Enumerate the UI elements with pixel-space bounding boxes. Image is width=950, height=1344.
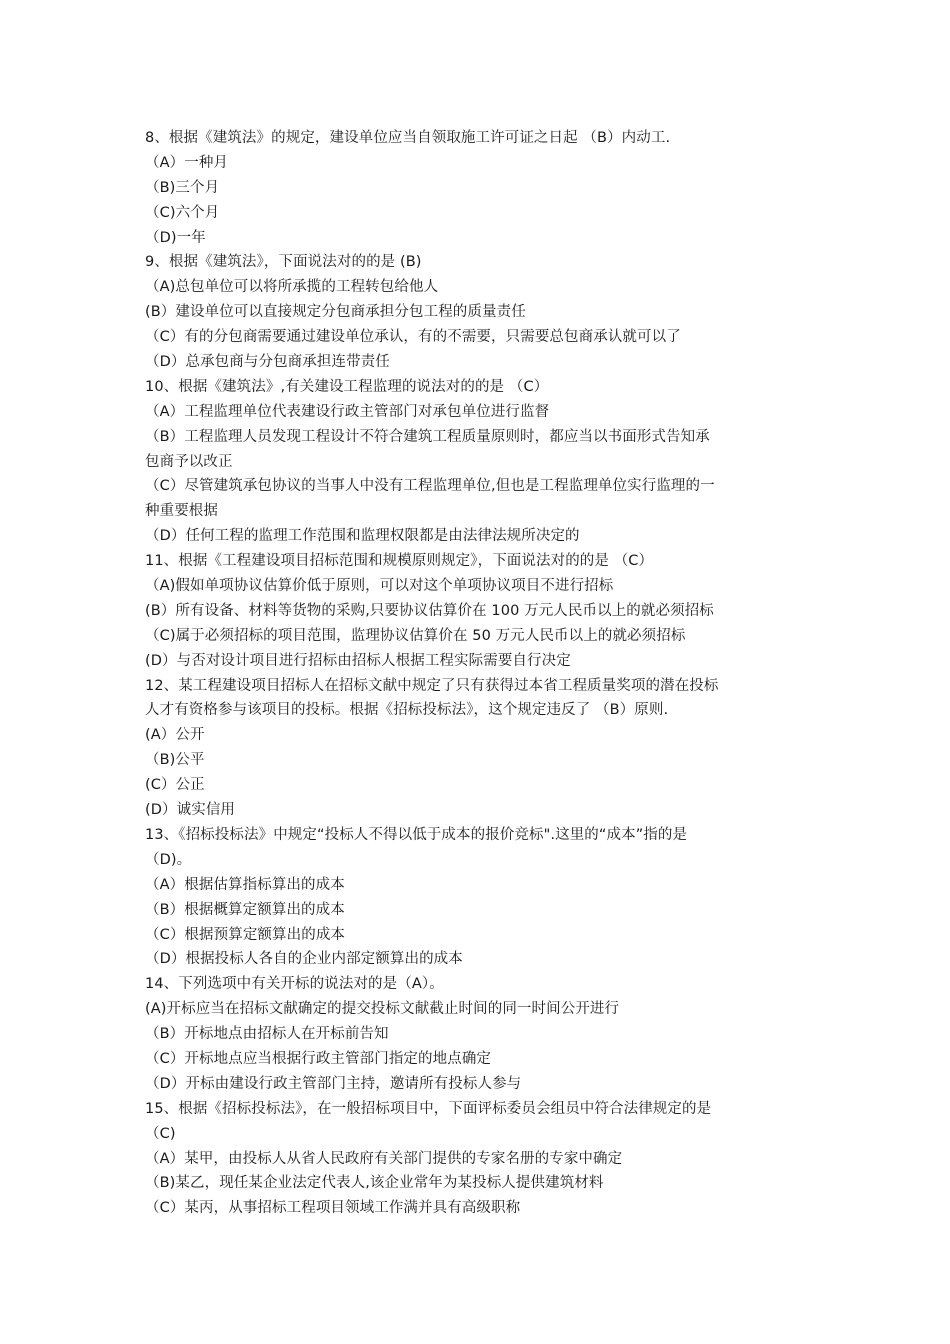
question-14-option-a: (A)开标应当在招标文献确定的提交投标文献截止时间的同一时间公开进行: [145, 1001, 620, 1018]
question-13-option-c: （C）根据预算定额算出的成本: [145, 926, 346, 943]
question-9-option-d: （D）总承包商与分包商承担连带责任: [145, 354, 390, 371]
document-body: [145, 126, 815, 1221]
question-15-option-c: （C）某丙，从事招标工程项目领域工作满并具有高级职称: [145, 1200, 521, 1217]
question-13-stem-cont: （D)。: [145, 851, 192, 868]
question-13-option-a: （A）根据估算指标算出的成本: [145, 876, 345, 893]
question-11-option-b: (B）所有设备、材料等货物的采购,只要协议估算价在 100 万元人民币以上的就必须招标: [145, 602, 714, 619]
question-13-option-d: （D）根据投标人各自的企业内部定额算出的成本: [145, 951, 463, 968]
question-13-stem: 13、《招标投标法》中规定“投标人不得以低于成本的报价竞标".这里的“成本”指的是: [145, 826, 688, 843]
question-12-option-b: （B)公平: [145, 752, 205, 769]
question-14-option-b: （B）开标地点由招标人在开标前告知: [145, 1026, 389, 1043]
question-9-option-a: （A)总包单位可以将所承揽的工程转包给他人: [145, 279, 439, 296]
question-15-option-b: （B)某乙，现任某企业法定代表人,该企业常年为某投标人提供建筑材料: [145, 1175, 604, 1192]
question-11-stem: 11、根据《工程建设项目招标范围和规模原则规定》，下面说法对的的是 （C）: [145, 553, 654, 570]
question-8-option-a: （A）一种月: [145, 154, 229, 171]
question-8-stem: 8、根据《建筑法》的规定，建设单位应当自领取施工许可证之日起 （B）内动工.: [145, 130, 671, 146]
question-10-option-c: （C）尽管建筑承包协议的当事人中没有工程监理单位,但也是工程监理单位实行监理的一: [145, 478, 715, 495]
question-11-option-d: (D）与否对设计项目进行招标由招标人根据工程实际需要自行决定: [145, 652, 571, 669]
question-9-option-b: (B）建设单位可以直接规定分包商承担分包工程的质量责任: [145, 304, 526, 321]
question-10-option-b-cont: 包商予以改正: [145, 453, 233, 470]
question-11-option-a: （A)假如单项协议估算价低于原则，可以对这个单项协议项目不进行招标: [145, 578, 614, 595]
question-15-option-a: （A）某甲，由投标人从省人民政府有关部门提供的专家名册的专家中确定: [145, 1150, 623, 1167]
question-14-stem: 14、下列选项中有关开标的说法对的是（A）。: [145, 976, 444, 993]
question-12-option-c: (C）公正: [145, 777, 205, 794]
question-15-stem-cont: （C): [145, 1125, 176, 1142]
question-10-stem: 10、根据《建筑法》,有关建设工程监理的说法对的的是 （C）: [145, 378, 549, 395]
question-8-option-b: （B)三个月: [145, 179, 220, 196]
question-8-option-c: （C)六个月: [145, 204, 220, 221]
question-15-stem: 15、根据《招标投标法》，在一般招标项目中，下面评标委员会组员中符合法律规定的是: [145, 1100, 712, 1117]
question-11-option-c: （C)属于必须招标的项目范围，监理协议估算价在 50 万元人民币以上的就必须招标: [145, 627, 686, 644]
question-10-option-c-cont: 种重要根据: [145, 503, 218, 520]
question-10-option-b: （B）工程监理人员发现工程设计不符合建筑工程质量原则时，都应当以书面形式告知承: [145, 428, 710, 445]
question-10-option-a: （A）工程监理单位代表建设行政主管部门对承包单位进行监督: [145, 403, 550, 420]
question-13-option-b: （B）根据概算定额算出的成本: [145, 901, 345, 918]
question-9-stem: 9、根据《建筑法》，下面说法对的的是 (B): [145, 254, 422, 271]
question-14-option-d: （D）开标由建设行政主管部门主持，邀请所有投标人参与: [145, 1075, 522, 1092]
question-10-option-d: （D）任何工程的监理工作范围和监理权限都是由法律法规所决定的: [145, 528, 580, 545]
question-12-option-d: (D）诚实信用: [145, 802, 236, 819]
question-12-stem-cont: 人才有资格参与该项目的投标。根据《招标投标法》，这个规定违反了 （B）原则.: [145, 702, 669, 719]
question-8-option-d: （D)一年: [145, 229, 206, 246]
question-14-option-c: （C）开标地点应当根据行政主管部门指定的地点确定: [145, 1050, 492, 1067]
question-12-stem: 12、某工程建设项目招标人在招标文献中规定了只有获得过本省工程质量奖项的潜在投标: [145, 677, 719, 694]
question-12-option-a: (A）公开: [145, 727, 205, 744]
question-9-option-c: （C）有的分包商需要通过建设单位承认，有的不需要，只需要总包商承认就可以了: [145, 329, 681, 346]
